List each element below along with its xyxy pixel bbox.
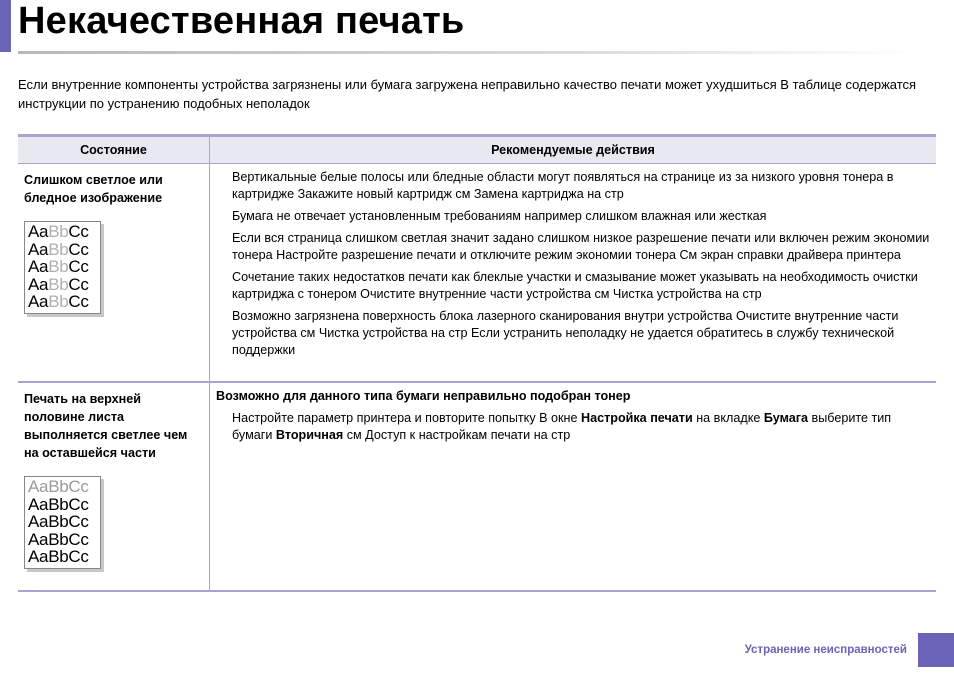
sample-line: AaBbCc <box>28 477 89 496</box>
intro-paragraph: Если внутренние компоненты устройства загрязнены или бумага загружена неправильно качество печати может ухудшиться В таблице содержатся инструкции по устранению подобных неполадок <box>18 77 917 111</box>
troubleshooting-table <box>18 134 936 592</box>
condition-label: Слишком светлое или бледное изображение <box>24 173 163 205</box>
page-title: Некачественная печать <box>18 0 465 42</box>
faded-print-sample <box>24 221 101 314</box>
sample-line: AaBbCc <box>28 512 89 531</box>
sample-line: AaBbCc <box>28 292 89 311</box>
table-row <box>18 164 936 383</box>
sample-line: AaBbCc <box>28 239 89 259</box>
sample-line: AaBbCc <box>28 494 89 514</box>
action-item: Возможно загрязнена поверхность блока лазерного сканирования внутри устройства Очистите внутренние части устройства см Чистка устройства на стр Если устранить неполадку не удается обратитесь в службу технической поддержки <box>232 309 899 357</box>
sample-line: AaBbCc <box>28 529 89 549</box>
action-item: Вертикальные белые полосы или бледные области могут появляться на странице из за низкого уровня тонера в картридже Закажите новый картридж см Замена картриджа на стр <box>232 170 894 201</box>
footer-page-tab <box>918 633 954 667</box>
actions-cell <box>210 164 937 383</box>
sample-line: AaBbCc <box>28 257 89 276</box>
action-item: Настройте параметр принтера и повторите попытку В окне Настройка печати на вкладке Бумага выберите тип бумаги Вторичная см Доступ к настройкам печати на стр <box>232 411 892 442</box>
condition-label: Печать на верхней половине листа выполняется светлее чем на оставшейся части <box>24 392 188 460</box>
column-header-actions: Рекомендуемые действия <box>210 136 937 164</box>
column-header-condition: Состояние <box>18 136 210 164</box>
table-row <box>18 382 936 591</box>
sample-line: AaBbCc <box>28 547 89 566</box>
footer-section-link[interactable]: Устранение неисправностей <box>744 644 907 656</box>
title-accent-bar <box>0 0 11 52</box>
title-divider <box>18 51 918 54</box>
action-item: Бумага не отвечает установленным требованиям например слишком влажная или жесткая <box>232 209 767 223</box>
sample-line: AaBbCc <box>28 274 89 294</box>
action-item: Сочетание таких недостатков печати как блеклые участки и смазывание может указывать на необходимость очистки картриджа с тонером Очистите внутренние части устройства см Чистка устройства на стр <box>232 270 918 301</box>
actions-cell <box>210 382 937 591</box>
top-faded-print-sample <box>24 476 101 569</box>
condition-cell <box>18 164 210 383</box>
condition-cell <box>18 382 210 591</box>
action-lead: Возможно для данного типа бумаги неправильно подобран тонер <box>216 389 631 403</box>
sample-line: AaBbCc <box>28 222 89 241</box>
action-item: Если вся страница слишком светлая значит задано слишком низкое разрешение печати или включен режим экономии тонера Настройте разрешение печати и отключите режим экономии тонера См экран справки драйвера принтера <box>232 231 930 262</box>
table-header-row <box>18 136 936 164</box>
